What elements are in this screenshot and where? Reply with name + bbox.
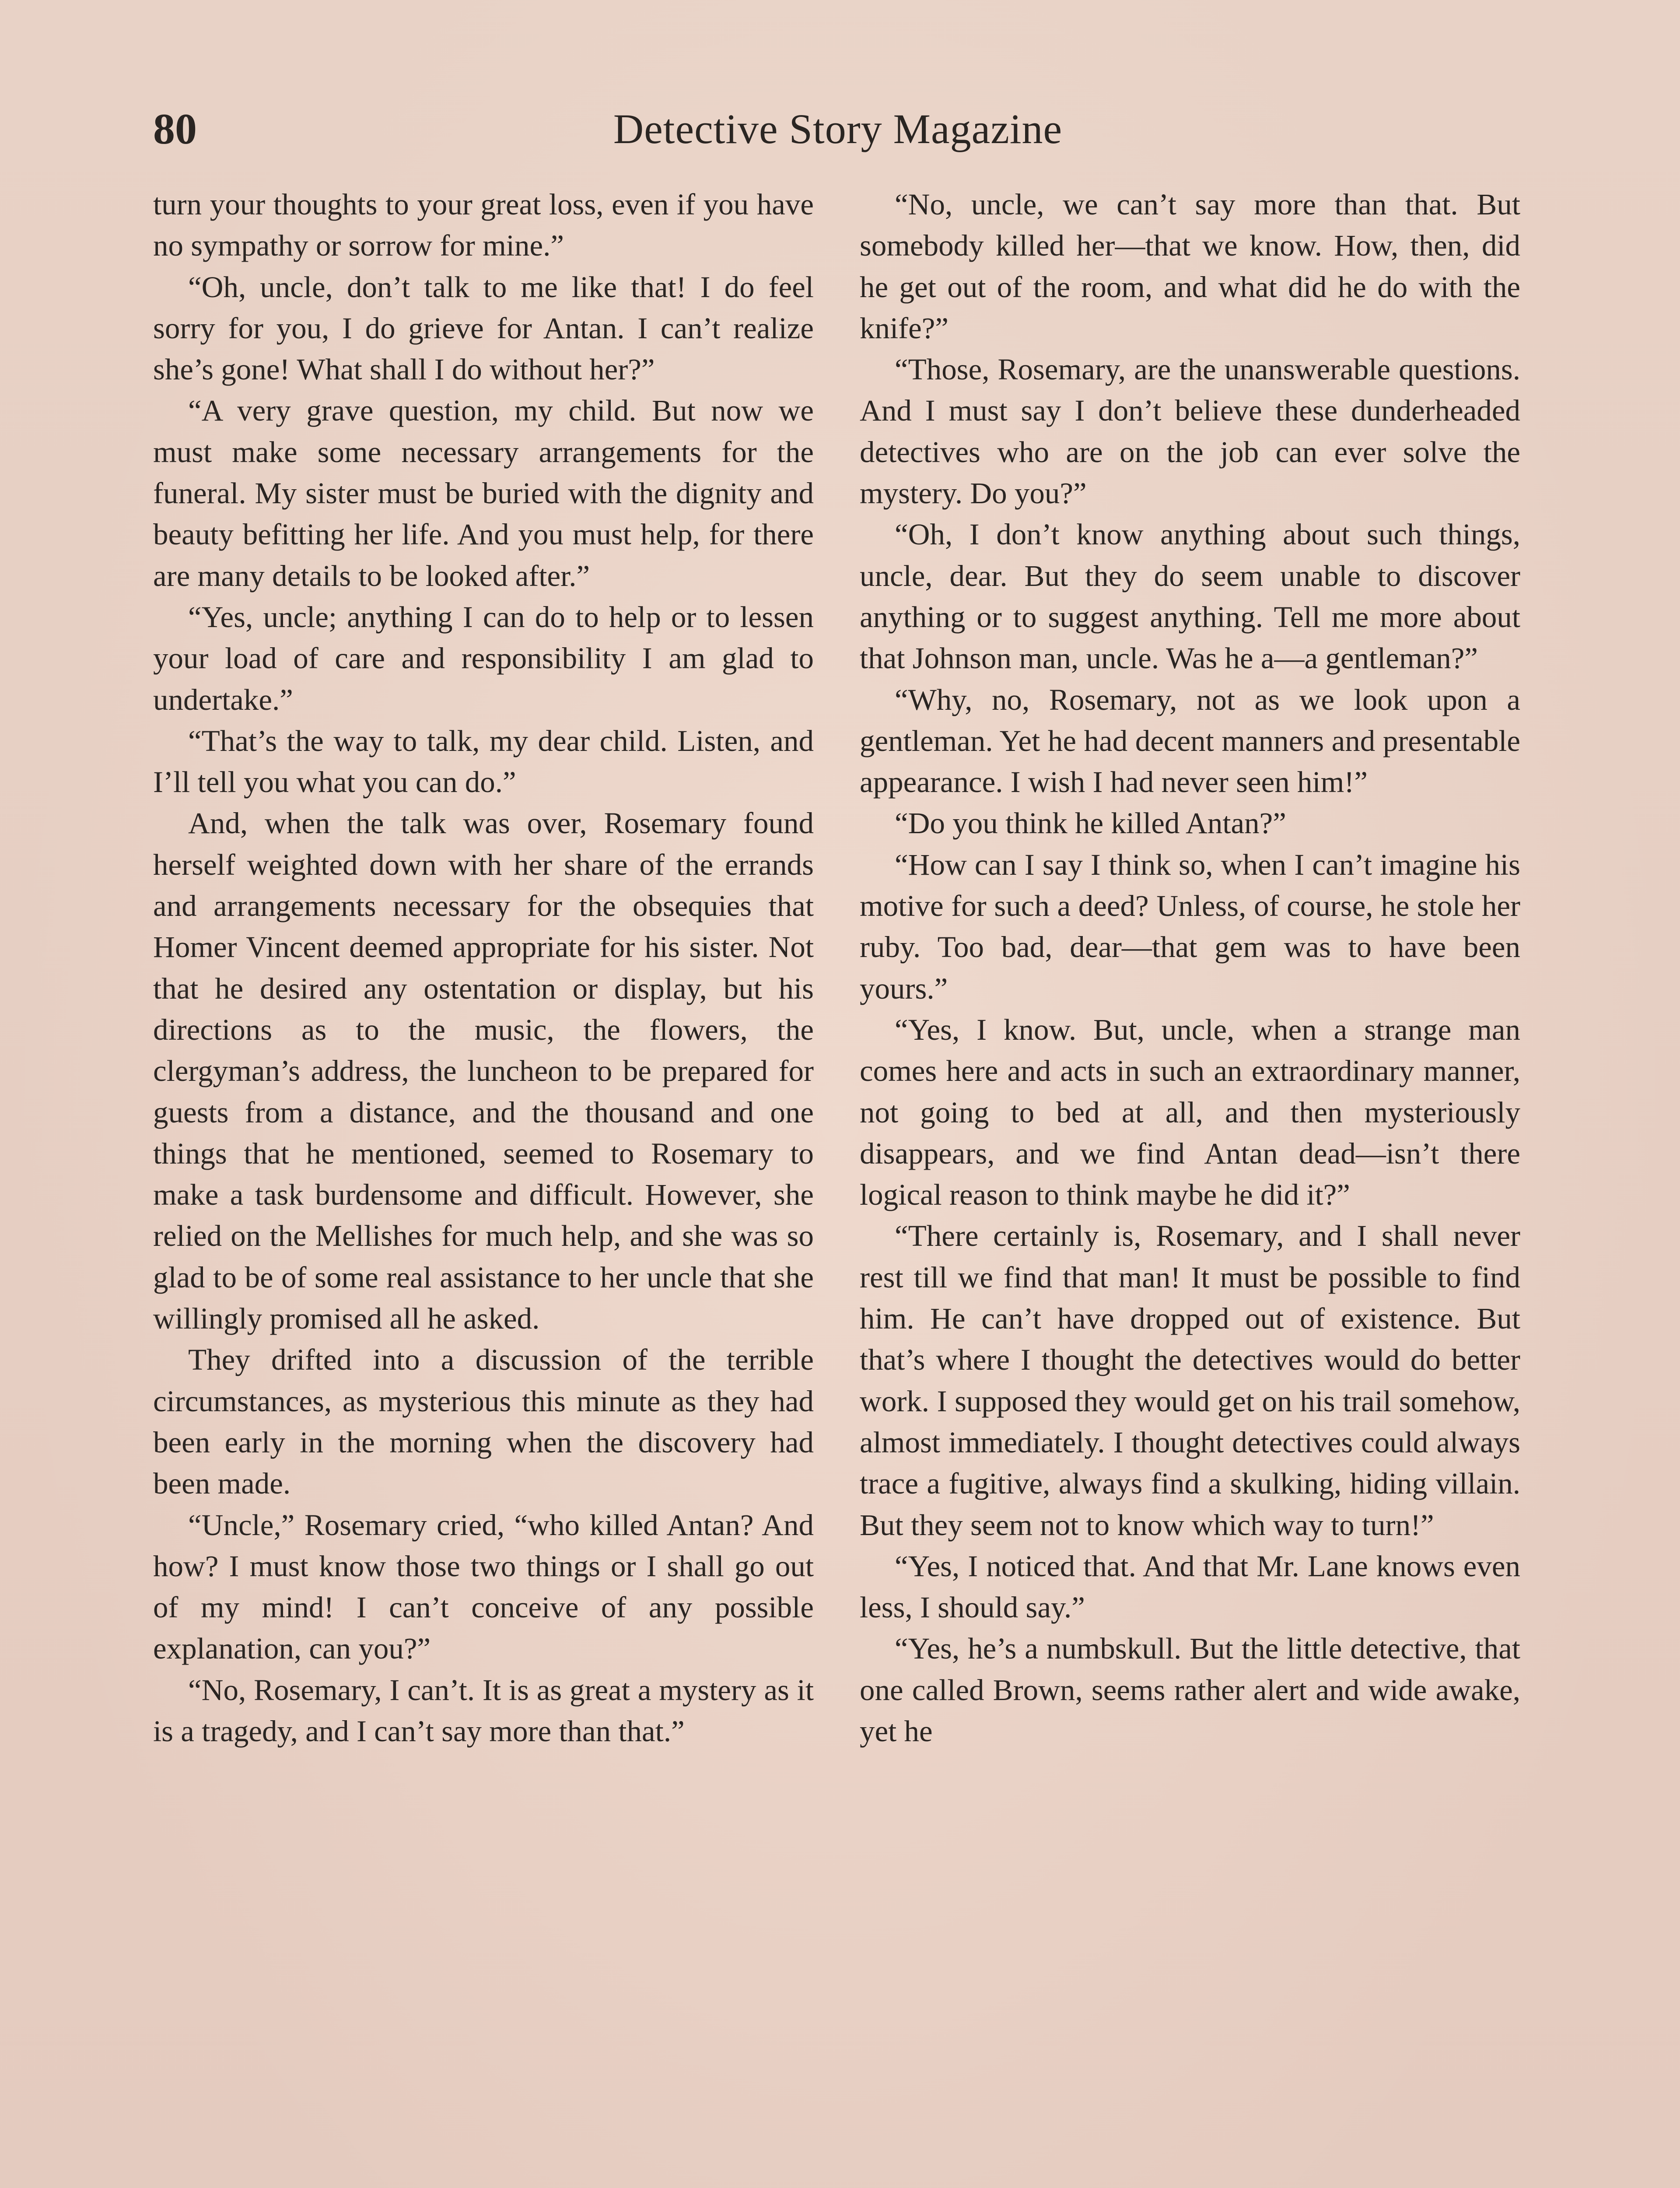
paragraph: “There certainly is, Rosemary, and I shall never rest till we find that man! It must be possible to find him. He can’t have dropped out of existence. But that’s where I thought the detectives would do better work. I supposed they would get on his trail somehow, almost immediately. I thought detectives could always trace a fugitive, always find a skulking, hiding villain. But they seem not to know which way to turn!” [860,1219,1520,1542]
paragraph: “That’s the way to talk, my dear child. Listen, and I’ll tell you what you can do.” [153,724,814,799]
paragraph: “Oh, I don’t know anything about such things, uncle, dear. But they do seem unable to discover anything or to suggest anything. Tell me more about that Johnson man, uncle. Was he a—a gentleman?” [860,518,1520,675]
paragraph: “A very grave question, my child. But now we must make some necessary arrangements for the funeral. My sister must be buried with the dignity and beauty befitting her life. And you must help, for there are many details to be looked after.” [153,394,814,593]
paragraph: turn your thoughts to your great loss, even if you have no sympathy or sorrow for mine.” [153,188,814,263]
paragraph: “Uncle,” Rosemary cried, “who killed Antan? And how? I must know those two things or I shall go out of my mind! I can’t conceive of any possible explanation, can you?” [153,1508,814,1666]
paragraph: “How can I say I think so, when I can’t imagine his motive for such a deed? Unless, of course, he stole her ruby. Too bad, dear—that gem was to have been yours.” [860,848,1520,1005]
left-column [153,184,814,1752]
page-header [153,98,1522,160]
page-number: 80 [153,105,197,153]
paragraph: “Why, no, Rosemary, not as we look upon a gentleman. Yet he had decent manners and presentable appearance. I wish I had never seen him!” [860,683,1520,799]
running-title: Detective Story Magazine [613,105,1063,152]
paragraph: “Do you think he killed Antan?” [895,806,1286,840]
paragraph: They drifted into a discussion of the terrible circumstances, as mysterious this minute as they had been early in the morning when the discovery had been made. [153,1343,814,1501]
paragraph: “Yes, uncle; anything I can do to help or to lessen your load of care and responsibility I am glad to undertake.” [153,600,814,716]
paragraph: And, when the talk was over, Rosemary found herself weighted down with her share of the errands and arrangements necessary for the obsequies that Homer Vincent deemed appropriate for his sister. Not that he desired any ostentation or display, but his directions as to the music, the flowers, the clergyman’s address, the luncheon to be prepared for guests from a distance, and the thousand and one things that he mentioned, seemed to Rosemary to make a task burdensome and difficult. However, she relied on the Mellishes for much help, and she was so glad to be of some real assistance to her uncle that she willingly promised all he asked. [153,806,814,1336]
paragraph: “Yes, I know. But, uncle, when a strange man comes here and acts in such an extraordinary manner, not going to bed at all, and then mysteriously disappears, and we find Antan dead—isn’t there logical reason to think maybe he did it?” [860,1013,1520,1212]
paragraph: “Oh, uncle, don’t talk to me like that! I do feel sorry for you, I do grieve for Antan. I can’t realize she’s gone! What shall I do without her?” [153,270,814,386]
paragraph: “Yes, he’s a numbskull. But the little detective, that one called Brown, seems rather alert and wide awake, yet he [860,1632,1520,1748]
paragraph: “No, Rosemary, I can’t. It is as great a mystery as it is a tragedy, and I can’t say more than that.” [153,1673,814,1748]
right-column [860,184,1520,1752]
paragraph: “Those, Rosemary, are the unanswerable questions. And I must say I don’t believe these dunderheaded detectives who are on the job can ever solve the mystery. Do you?” [860,353,1520,510]
paragraph: “No, uncle, we can’t say more than that. But somebody killed her—that we know. How, then, did he get out of the room, and what did he do with the knife?” [860,188,1520,345]
paragraph: “Yes, I noticed that. And that Mr. Lane knows even less, I should say.” [860,1549,1520,1624]
